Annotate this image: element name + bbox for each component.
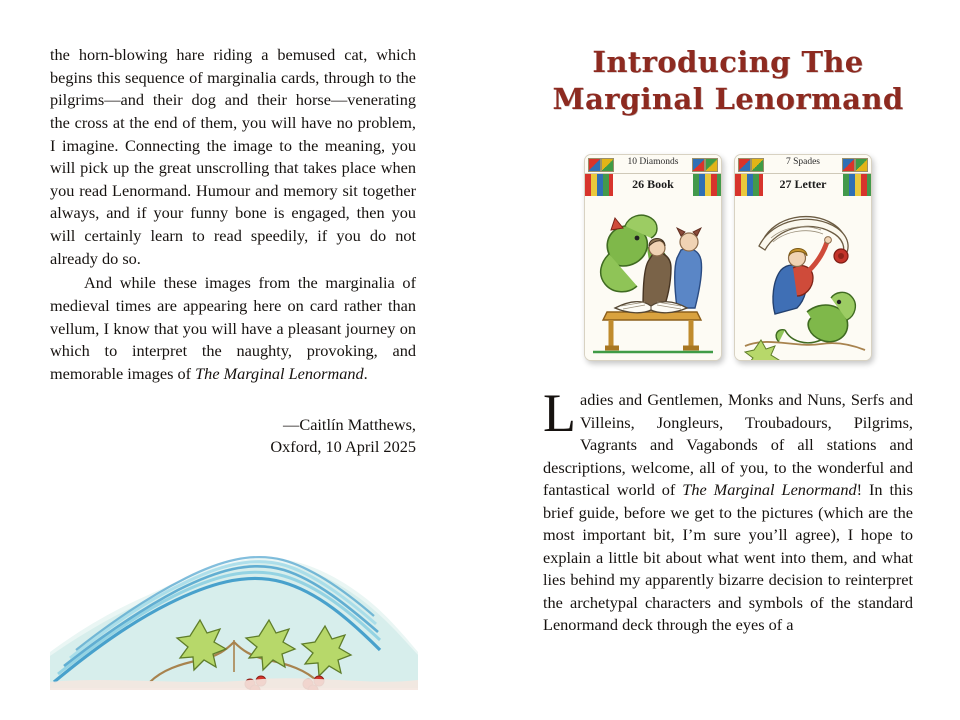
card-pip-header [735, 155, 871, 174]
medieval-marginalia-vine-illustration [50, 500, 418, 688]
drop-cap: L [543, 383, 576, 444]
left-page-column [50, 44, 416, 459]
paragraph-closing-period: . [363, 363, 368, 383]
page-title [543, 44, 913, 118]
author-signature [50, 414, 416, 460]
stripe-ornament-icon [693, 174, 721, 196]
signature-place-date: Oxford, 10 April 2025 [270, 437, 416, 457]
left-page-body-text [50, 44, 416, 386]
card-art-svg [735, 196, 871, 360]
card-gallery [543, 154, 913, 361]
card-pip-label: 10 Diamonds [627, 157, 679, 168]
corner-ornament-icon [705, 158, 718, 172]
corner-ornament-icon [855, 158, 868, 172]
right-page-column [543, 44, 913, 637]
corner-ornament-icon [842, 158, 855, 172]
card-pip-label: 7 Spades [785, 157, 821, 168]
book-title-italic: The Marginal Lenormand [195, 363, 364, 383]
corner-ornament-icon [692, 158, 705, 172]
signature-name: —Caitlín Matthews, [283, 414, 416, 434]
card-26-book[interactable] [584, 154, 722, 361]
card-title-row [735, 174, 871, 197]
deck-title-italic: The Marginal Lenormand [682, 480, 857, 500]
page-title-line-1: Introducing The [592, 45, 864, 79]
paragraph-continuation: the horn-blowing hare riding a bemused cat, which begins this sequence of marginalia cards, through to the pilgrims—and their dog and their horse—venerating the cross at the end of them, you will have no problem, I imagine. Connecting the image to the meaning, you will pick up the great unscrolling that takes place when you read Lenormand. Humour and memory sit together always, and if your funny bone is engaged, then you will certainly learn to read speedily, if you do not already do so. [50, 45, 416, 268]
vine-illustration-svg [50, 500, 418, 695]
intro-text-part-2: ! In this brief guide, before we get to the pictures (which are the most important bit, I’m sure you’ll agree), I hope to explain a little bit about what went into them, and what lies behind my apparently bizarre decision to reinterpret the archetypal characters and symbols of the standard Lenormand deck through the eyes of a [543, 480, 914, 635]
card-title-row [585, 174, 721, 197]
intro-text-part-1: adies and Gentlemen, Monks and Nuns, Serfs and Villeins, Jongleurs, Troubadours, Pilgrims, Vagrants and Vagabonds of all stations and descriptions, welcome, all of you, to the wonderful and fantastical world of [543, 390, 913, 500]
card-pip-header [585, 155, 721, 174]
card-27-letter[interactable] [734, 154, 872, 361]
page-title-line-2: Marginal Lenormand [552, 82, 904, 117]
card-title: 27 Letter [779, 177, 827, 192]
stripe-ornament-icon [843, 174, 871, 196]
card-art-book-dragon-scribe [585, 196, 721, 360]
card-art-letter-scroll-dragon [735, 196, 871, 360]
intro-paragraph [543, 383, 914, 636]
paragraph-closing [50, 272, 416, 385]
card-title: 26 Book [632, 177, 674, 192]
paragraph-closing-text: And while these images from the marginalia of medieval times are appearing here on card rather than vellum, I know that you will have a pleasant journey on which to interpret the naughty, provoking, and memorable images of [50, 273, 416, 383]
card-art-svg [585, 196, 721, 360]
